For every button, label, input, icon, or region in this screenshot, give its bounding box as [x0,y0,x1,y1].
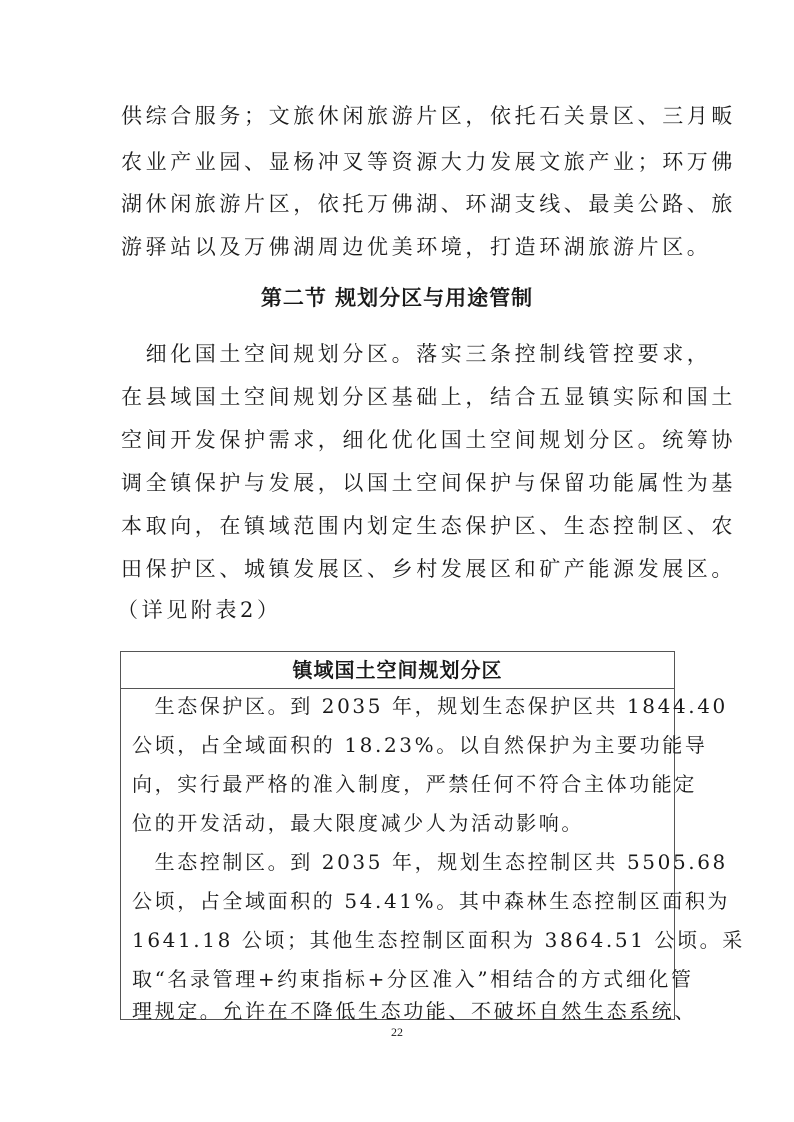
text-line: 农业产业园、显杨冲叉等资源大力发展文旅产业；环万佛 [121,150,736,174]
page-number: 22 [391,1025,403,1039]
text-line: （详见附表2） [117,598,282,622]
text-line: 田保护区、城镇发展区、乡村发展区和矿产能源发展区。 [121,557,736,581]
text-line: 公顷，占全域面积的 54.41%。其中森林生态控制区面积为 [132,889,731,913]
text-line: 在县域国土空间规划分区基础上，结合五显镇实际和国土 [121,385,736,409]
text-line: 生态控制区。到 2035 年，规划生态控制区共 5505.68 [132,850,728,874]
text-line: 细化国土空间规划分区。落实三条控制线管控要求， [121,342,712,366]
text-line: 公顷，占全域面积的 18.23%。以自然保护为主要功能导 [132,733,708,757]
text-line: 1641.18 公顷；其他生态控制区面积为 3864.51 公顷。采 [132,928,745,952]
text-line: 位的开发活动，最大限度减少人为活动影响。 [132,811,584,835]
text-line: 湖休闲旅游片区，依托万佛湖、环湖支线、最美公路、旅 [121,192,736,216]
text-line: 取“名录管理+约束指标+分区准入”相结合的方式细化管 [132,967,694,991]
text-line: 空间开发保护需求，细化优化国土空间规划分区。统筹协 [121,428,736,452]
text-line: 游驿站以及万佛湖周边优美环境，打造环湖旅游片区。 [121,235,712,259]
box-title: 镇域国土空间规划分区 [121,652,674,689]
text-line: 向，实行最严格的准入制度，严禁任何不符合主体功能定 [132,772,697,796]
text-line: 本取向，在镇域范围内划定生态保护区、生态控制区、农 [121,514,736,538]
text-line: 供综合服务；文旅休闲旅游片区，依托石关景区、三月畈 [121,104,736,128]
text-line: 调全镇保护与发展，以国土空间保护与保留功能属性为基 [121,471,736,495]
zoning-info-box [120,651,745,1023]
text-line: 生态保护区。到 2035 年，规划生态保护区共 1844.40 [132,694,728,718]
text-line: 理规定。允许在不降低生态功能、不破坏自然生态系统、 [132,999,697,1023]
section-heading: 第二节 规划分区与用途管制 [260,286,534,310]
